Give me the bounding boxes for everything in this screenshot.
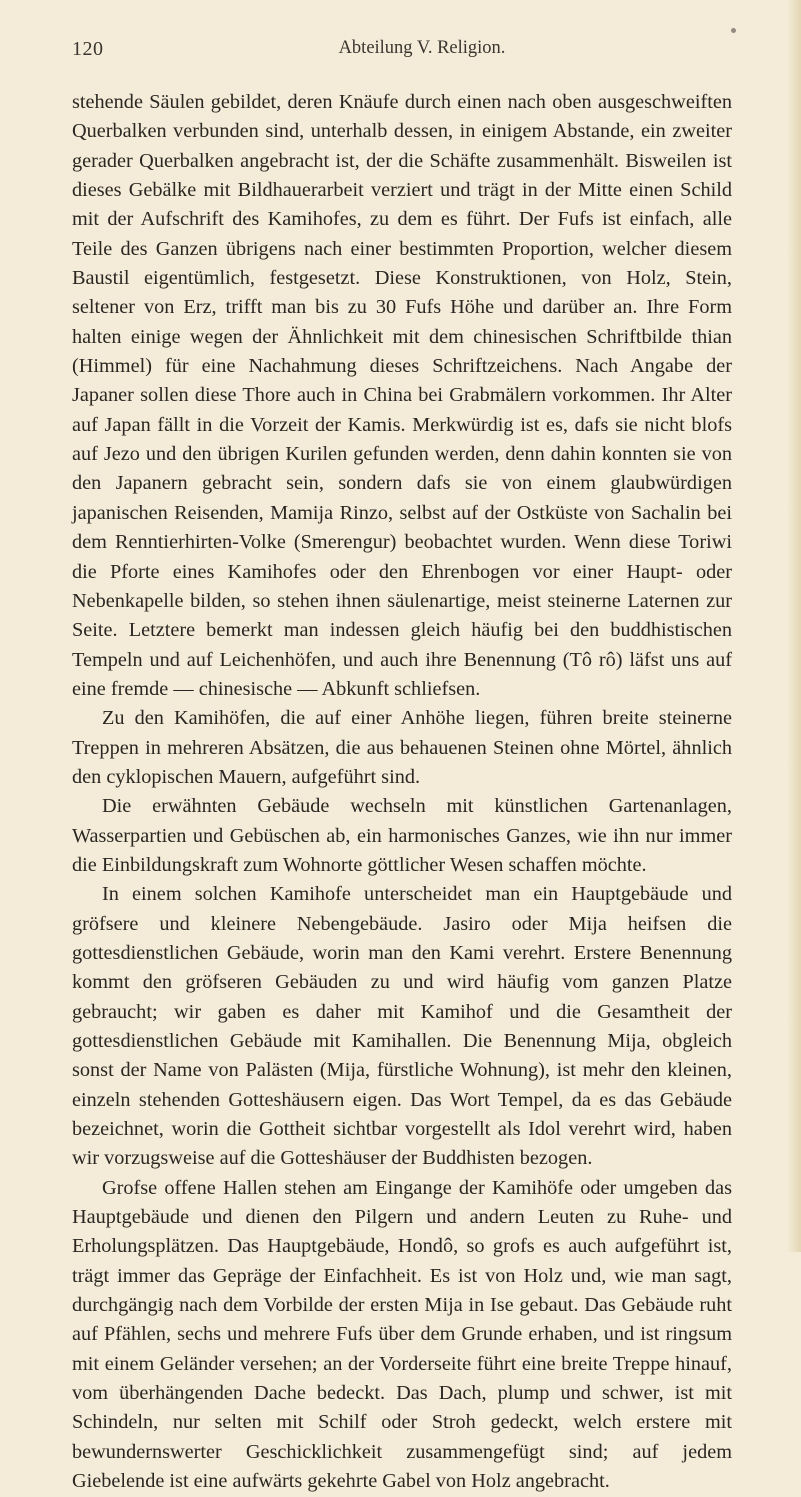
paragraph-buildings: In einem solchen Kamihofe unterscheidet man ein Hauptgebäude und gröfsere und kleinere Nebengebäude. Jasiro oder Mija heifsen die gottesdienstlichen Gebäude, worin man den Kami verehrt. Erstere Benennung kommt den gröfseren Gebäuden zu und wird häufig vom ganzen Platze gebraucht; wir gaben es daher mit Kamihof und die Gesamtheit der gottesdienstlichen Gebäude mit Kamihallen. Die Benennung Mija, obgleich sonst der Name von Palästen (Mija, fürstliche Wohnung), ist mehr den kleinen, einzeln stehenden Gotteshäusern eigen. Das Wort Tempel, da es das Gebäude bezeichnet, worin die Gottheit sichtbar vorgestellt als Idol verehrt wird, haben wir vorzugsweise auf die Gotteshäuser der Buddhisten bezogen. — [72, 883, 732, 1170]
body-text — [72, 88, 732, 1497]
paragraph-stairs: Zu den Kamihöfen, die auf einer Anhöhe liegen, führen breite steinerne Treppen in mehreren Absätzen, die aus behauenen Steinen ohne Mörtel, ähnlich den cyklopischen Mauern, aufgeführt sind. — [72, 707, 732, 788]
paragraph-continuation: stehende Säulen gebildet, deren Knäufe durch einen nach oben ausgeschweiften Querbalken verbunden sind, unterhalb dessen, in einigem Abstande, ein zweiter gerader Querbalken angebracht ist, der die Schäfte zusammenhält. Bisweilen ist dieses Gebälke mit Bildhauerarbeit verziert und trägt in der Mitte einen Schild mit der Aufschrift des Kamihofes, zu dem es führt. Der Fufs ist einfach, alle Teile des Ganzen übrigens nach einer bestimmten Proportion, welcher diesem Baustil eigentümlich, festgesetzt. Diese Konstruktionen, von Holz, Stein, seltener von Erz, trifft man bis zu 30 Fufs Höhe und darüber an. Ihre Form halten einige wegen der Ähnlichkeit mit dem chinesischen Schriftbilde thian (Himmel) für eine Nachahmung dieses Schriftzeichens. Nach Angabe der Japaner sollen diese Thore auch in China bei Grabmälern vorkommen. Ihr Alter auf Japan fällt in die Vorzeit der Kamis. Merkwürdig ist es, dafs sie nicht blofs auf Jezo und den übrigen Kurilen gefunden werden, denn dahin konnten sie von den Japanern gebracht sein, sondern dafs sie von einem glaubwürdigen japanischen Reisenden, Mamija Rinzo, selbst auf der Ostküste von Sachalin bei dem Renntierhirten-Volke (Smerengur) beobachtet wurden. Wenn diese Toriwi die Pforte eines Kamihofes oder den Ehrenbogen vor einer Haupt- oder Nebenkapelle bilden, so stehen ihnen säulenartige, meist steinerne Laternen zur Seite. Letztere bemerkt man indessen gleich häufig bei den buddhistischen Tempeln und auf Leichenhöfen, und auch ihre Benennung (Tô rô) läfst uns auf eine fremde — chinesische — Abkunft schliefsen. — [72, 91, 732, 700]
page-number: 120 — [72, 38, 104, 60]
page-header — [72, 28, 732, 64]
paragraph-gardens: Die erwähnten Gebäude wechseln mit künstlichen Gartenanlagen, Wasserpartien und Gebüschen ab, ein harmonisches Ganzes, wie ihn nur immer die Einbildungskraft zum Wohnorte göttlicher Wesen schaffen möchte. — [72, 795, 732, 876]
paragraph-halls: Grofse offene Hallen stehen am Eingange der Kamihöfe oder umgeben das Hauptgebäude und dienen den Pilgern und andern Leuten zu Ruhe- und Erholungsplätzen. Das Hauptgebäude, Hondô, so grofs es auch aufgeführt ist, trägt immer das Gepräge der Einfachheit. Es ist von Holz und, wie man sagt, durchgängig nach dem Vorbilde der ersten Mija in Ise gebaut. Das Gebäude ruht auf Pfählen, sechs und mehrere Fufs über dem Grunde erhaben, und ist ringsum mit einem Geländer versehen; an der Vorderseite führt eine breite Treppe hinauf, vom überhängenden Dache bedeckt. Das Dach, plump und schwer, ist mit Schindeln, nur selten mit Schilf oder Stroh gedeckt, welch erstere mit bewundernswerter Geschicklichkeit zusammengefügt sind; auf jedem Giebelende ist eine aufwärts gekehrte Gabel von Holz angebracht. — [72, 1176, 732, 1493]
page-edge-shading — [787, 0, 801, 1252]
ink-dot-mark — [731, 28, 736, 33]
running-title: Abteilung V. Religion. — [338, 38, 506, 58]
